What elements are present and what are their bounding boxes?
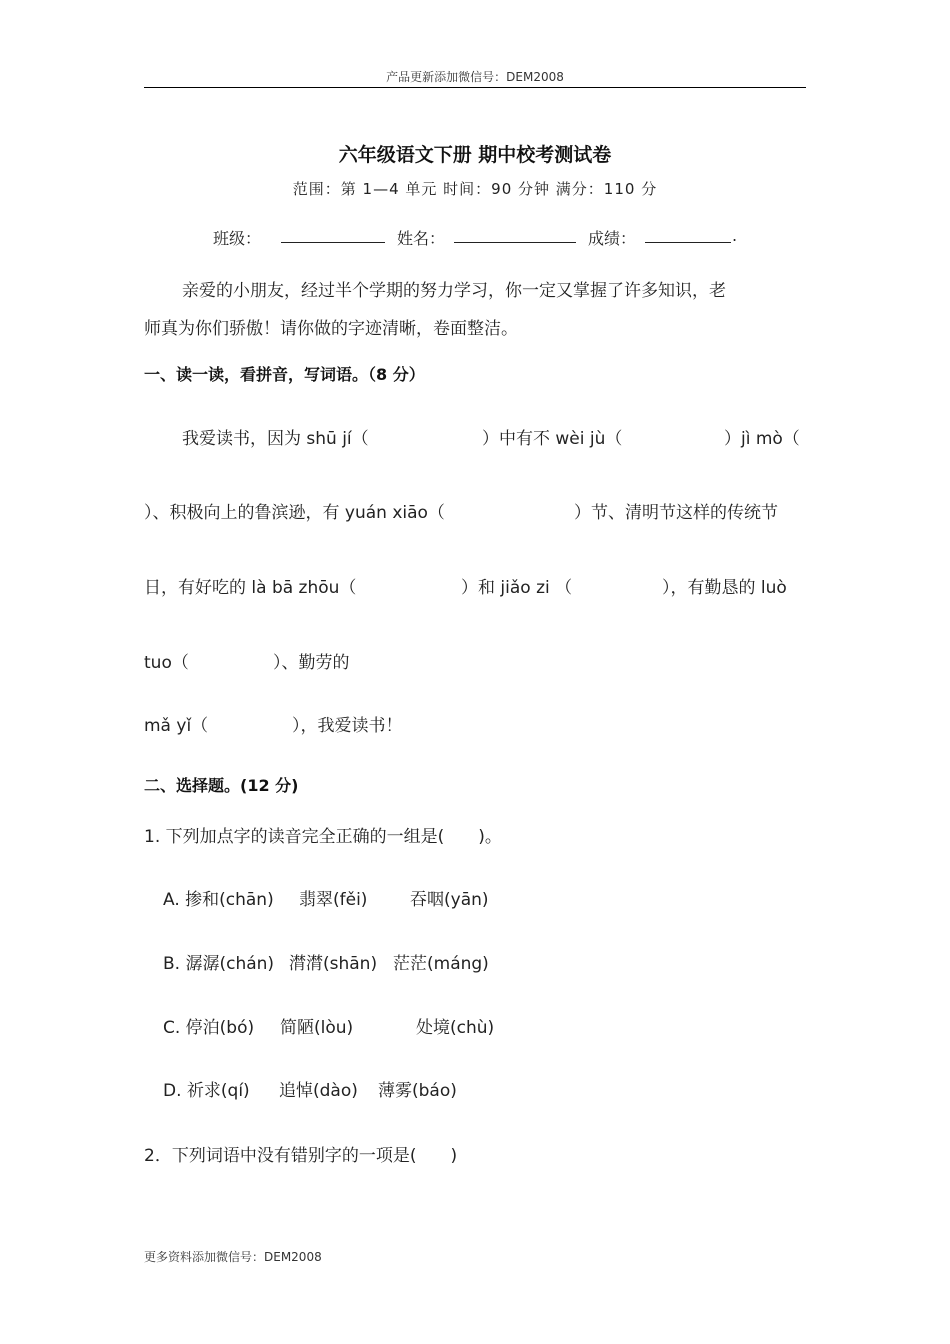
q1-option-d-2: 追悼(dào)	[279, 1081, 358, 1101]
s1-line3-part2: ）和 jiǎo zi （	[461, 578, 573, 598]
section2-heading: 二、选择题。(12 分)	[144, 776, 299, 795]
score-label: 成绩：	[588, 229, 637, 248]
name-label: 姓名：	[397, 229, 446, 248]
s1-line1-part3: ）jì mò（	[724, 429, 800, 449]
q2-stem: 2．下列词语中没有错别字的一项是( )	[144, 1146, 458, 1166]
s1-line4-part1: tuo（	[144, 653, 189, 673]
s1-line3-part3: ），有勤恳的 luò	[662, 578, 787, 598]
page-footer: 更多资料添加微信号：DEM2008	[144, 1250, 322, 1264]
intro-line-1: 亲爱的小朋友，经过半个学期的努力学习，你一定又掌握了许多知识，老	[182, 281, 726, 301]
exam-range: 范围：第 1—4 单元 时间：90 分钟 满分：110 分	[292, 180, 658, 198]
s1-line1-part2: ）中有不 wèi jù（	[482, 429, 623, 449]
q1-option-d-1: D. 祈求(qí)	[163, 1081, 250, 1101]
header-rule	[144, 87, 806, 88]
end-mark: .	[732, 226, 738, 245]
score-blank	[645, 226, 731, 245]
q1-option-c-2: 简陋(lòu)	[280, 1018, 354, 1038]
q1-option-b-3: 茫茫(máng)	[393, 954, 489, 974]
name-blank	[454, 226, 576, 245]
q1-option-b-1: B. 潺潺(chán)	[163, 954, 275, 974]
s1-line2-part1: ）、积极向上的鲁滨逊，有 yuán xiāo（	[144, 503, 445, 523]
q1-option-d-3: 薄雾(báo)	[378, 1081, 457, 1101]
s1-line5-part1: mǎ yǐ（	[144, 716, 209, 736]
class-label: 班级：	[213, 229, 262, 248]
q1-option-a-1: A. 掺和(chān)	[163, 890, 274, 910]
q1-option-a-3: 吞咽(yān)	[410, 890, 489, 910]
s1-line2-part2: ）节、清明节这样的传统节	[574, 503, 778, 523]
q1-option-c-1: C. 停泊(bó)	[163, 1018, 255, 1038]
q1-option-a-2: 翡翠(fěi)	[299, 890, 368, 910]
intro-line-2: 师真为你们骄傲！请你做的字迹清晰，卷面整洁。	[144, 319, 518, 339]
section1-heading: 一、读一读，看拼音，写词语。（8 分）	[144, 365, 425, 384]
q1-option-b-2: 潸潸(shān)	[289, 954, 378, 974]
page-header: 产品更新添加微信号：DEM2008	[386, 70, 564, 84]
q1-stem: 1. 下列加点字的读音完全正确的一组是( )。	[144, 827, 502, 847]
class-blank	[281, 226, 385, 245]
q1-option-c-3: 处境(chù)	[416, 1018, 495, 1038]
s1-line3-part1: 日，有好吃的 là bā zhōu（	[144, 578, 357, 598]
s1-line5-part2: ），我爱读书！	[292, 716, 403, 736]
s1-line4-part2: ）、勤劳的	[273, 653, 350, 673]
exam-title: 六年级语文下册 期中校考测试卷	[338, 144, 612, 166]
s1-line1-part1: 我爱读书，因为 shū jí（	[182, 429, 369, 449]
